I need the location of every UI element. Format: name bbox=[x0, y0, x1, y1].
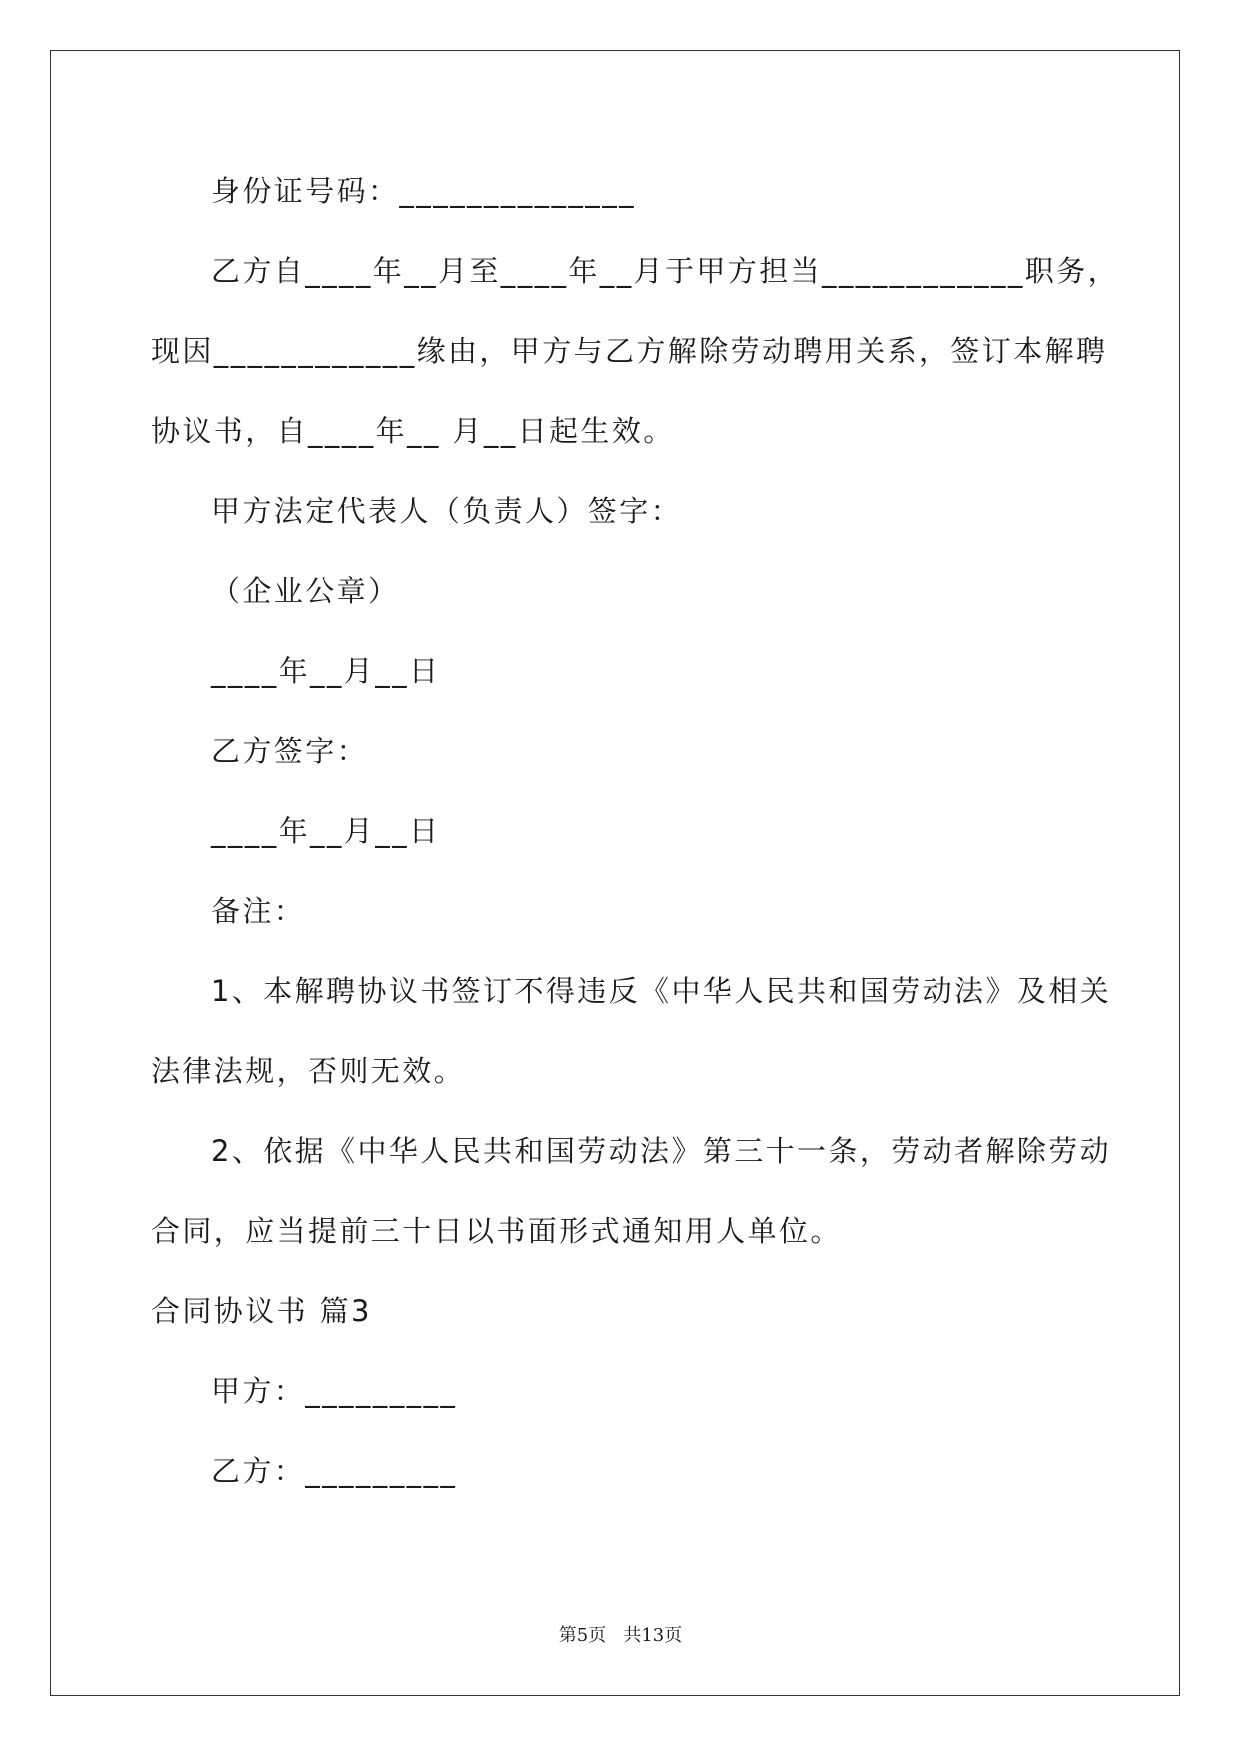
party-b-signature-line: 乙方签字： bbox=[211, 734, 369, 768]
section-title: 合同协议书 篇3 bbox=[151, 1294, 372, 1328]
party-a-rep-signature-line: 甲方法定代表人（负责人）签字： bbox=[211, 494, 683, 528]
effective-date-line: 协议书，自____年__ 月__日起生效。 bbox=[151, 414, 675, 448]
remark-1-line-2: 法律法规，否则无效。 bbox=[151, 1054, 466, 1088]
page-border bbox=[50, 50, 1180, 1696]
remarks-heading: 备注： bbox=[211, 894, 306, 928]
page-number-footer: 第5页 共13页 bbox=[558, 1625, 683, 1646]
id-number-line: 身份证号码：______________ bbox=[211, 174, 637, 208]
company-seal-line: （企业公章） bbox=[211, 574, 400, 608]
remark-2-line-2: 合同，应当提前三十日以书面形式通知用人单位。 bbox=[151, 1214, 842, 1248]
party-b-date-line: ____年__月__日 bbox=[211, 814, 441, 848]
term-line: 乙方自____年__月至____年__月于甲方担当____________职务， bbox=[211, 254, 1120, 288]
remark-2-line-1: 2、依据《中华人民共和国劳动法》第三十一条，劳动者解除劳动 bbox=[211, 1134, 1112, 1168]
party-a-date-line: ____年__月__日 bbox=[211, 654, 441, 688]
reason-line: 现因____________缘由，甲方与乙方解除劳动聘用关系，签订本解聘 bbox=[151, 334, 1108, 368]
party-b-line: 乙方：_________ bbox=[211, 1454, 458, 1488]
remark-1-line-1: 1、本解聘协议书签订不得违反《中华人民共和国劳动法》及相关 bbox=[211, 974, 1112, 1008]
party-a-line: 甲方：_________ bbox=[211, 1374, 458, 1408]
